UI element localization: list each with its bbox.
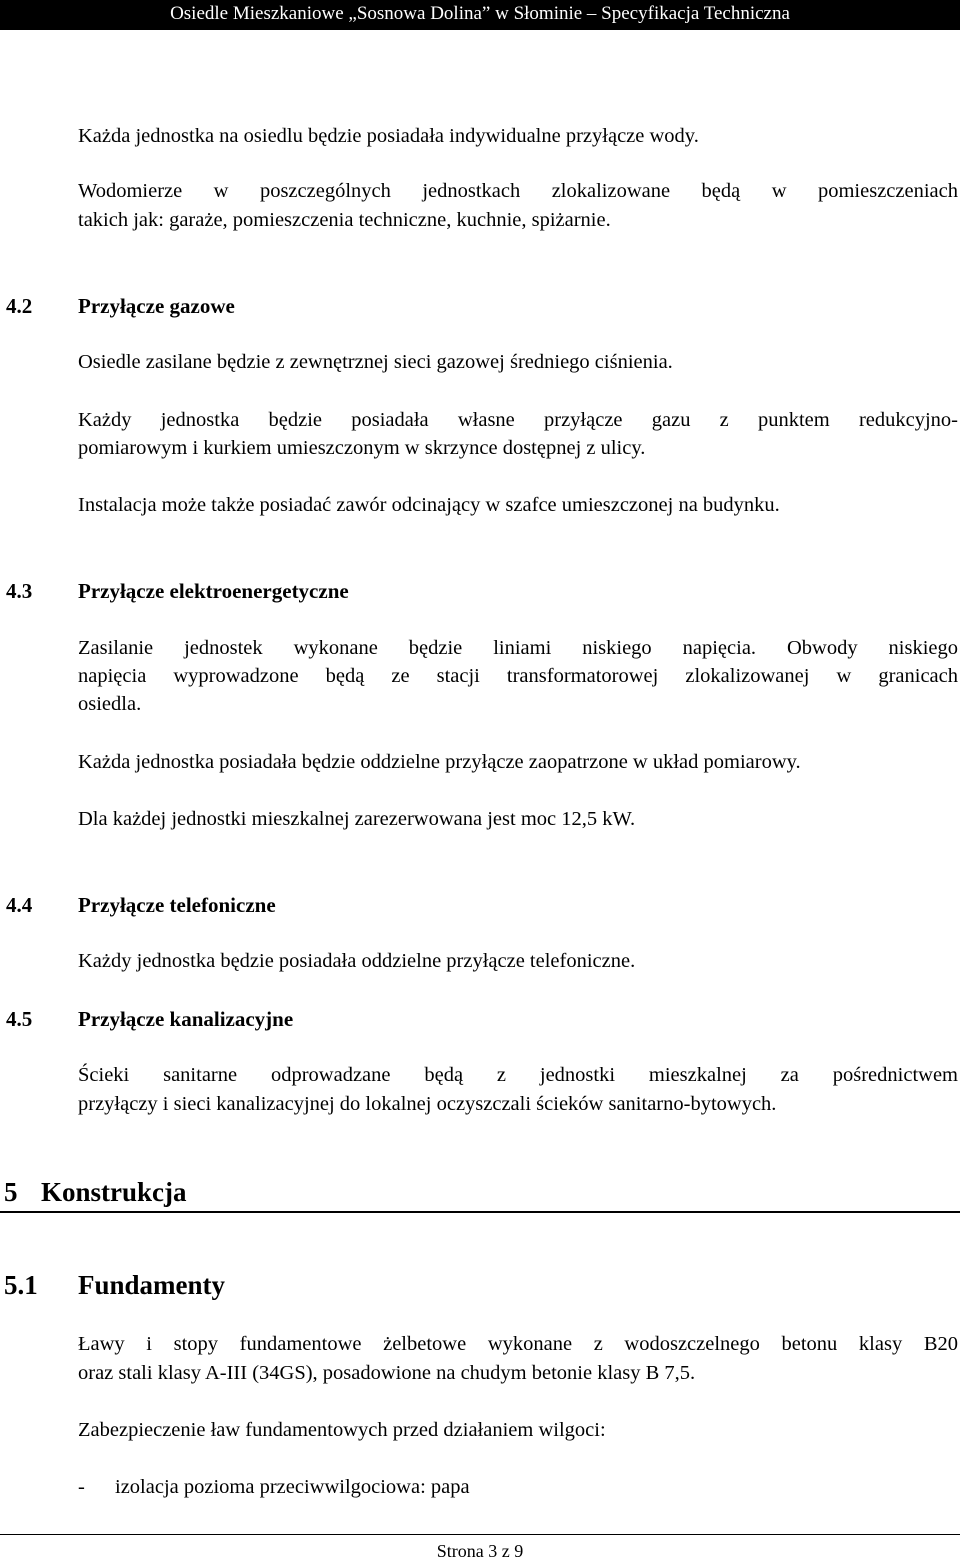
intro-paragraph-2-line-1: Wodomierze w poszczególnych jednostkach zlokalizowane będą w pomieszczeniach: [78, 180, 958, 202]
bullet-marker: -: [78, 1476, 85, 1498]
page-header: [0, 0, 960, 30]
section-4-5-paragraph-1-line-1: Ścieki sanitarne odprowadzane będą z jednostki mieszkalnej za pośrednictwem: [78, 1064, 958, 1086]
section-4-2-title: Przyłącze gazowe: [78, 294, 235, 318]
section-4-3-paragraph-1-line-2: napięcia wyprowadzone będą ze stacji transformatorowej zlokalizowanej w granicach: [78, 665, 958, 687]
section-4-3-title: Przyłącze elektroenergetyczne: [78, 579, 349, 603]
bullet-item-1: izolacja pozioma przeciwwilgociowa: papa: [115, 1476, 470, 1498]
section-4-5-title: Przyłącze kanalizacyjne: [78, 1007, 294, 1031]
section-4-3-paragraph-2: Każda jednostka posiadała będzie oddzielne przyłącze zaopatrzone w układ pomiarowy.: [78, 751, 801, 773]
footer-rule: [0, 1534, 960, 1535]
chapter-5-title: Konstrukcja: [41, 1177, 187, 1207]
section-5-1-paragraph-1-line-2: oraz stali klasy A-III (34GS), posadowione na chudym betonie klasy B 7,5.: [78, 1362, 696, 1384]
section-4-2-paragraph-3: Instalacja może także posiadać zawór odcinający w szafce umieszczonej na budynku.: [78, 494, 780, 516]
section-4-3-number: 4.3: [6, 579, 33, 603]
section-4-2-paragraph-2-line-1: Każdy jednostka będzie posiadała własne przyłącze gazu z punktem redukcyjno-: [78, 409, 958, 431]
section-5-1-paragraph-1-line-1: Ławy i stopy fundamentowe żelbetowe wykonane z wodoszczelnego betonu klasy B20: [78, 1333, 958, 1355]
section-4-5-number: 4.5: [6, 1007, 33, 1031]
header-title: Osiedle Mieszkaniowe „Sosnowa Dolina” w Słominie – Specyfikacja Techniczna: [170, 3, 790, 24]
section-4-4-number: 4.4: [6, 893, 33, 917]
section-5-1-number: 5.1: [4, 1270, 38, 1300]
section-4-2-paragraph-2-line-2: pomiarowym i kurkiem umieszczonym w skrzynce dostępnej z ulicy.: [78, 437, 646, 459]
intro-paragraph-1: Każda jednostka na osiedlu będzie posiadała indywidualne przyłącze wody.: [78, 125, 699, 147]
section-4-2-paragraph-1: Osiedle zasilane będzie z zewnętrznej sieci gazowej średniego ciśnienia.: [78, 351, 673, 373]
page-number: Strona 3 z 9: [436, 1541, 524, 1561]
section-4-3-paragraph-3: Dla każdej jednostki mieszkalnej zarezerwowana jest moc 12,5 kW.: [78, 808, 636, 830]
intro-paragraph-2-line-2: takich jak: garaże, pomieszczenia techniczne, kuchnie, spiżarnie.: [78, 209, 611, 231]
section-4-5-paragraph-1-line-2: przyłączy i sieci kanalizacyjnej do lokalnej oczyszczali ścieków sanitarno-bytowych.: [78, 1093, 777, 1115]
section-4-2-number: 4.2: [6, 294, 33, 318]
section-4-4-paragraph-1: Każdy jednostka będzie posiadała oddzielne przyłącze telefoniczne.: [78, 950, 636, 972]
section-4-4-title: Przyłącze telefoniczne: [78, 893, 276, 917]
chapter-5-number: 5: [4, 1177, 18, 1207]
section-5-1-paragraph-2: Zabezpieczenie ław fundamentowych przed działaniem wilgoci:: [78, 1419, 606, 1441]
section-5-1-title: Fundamenty: [78, 1270, 226, 1300]
section-4-3-paragraph-1-line-1: Zasilanie jednostek wykonane będzie liniami niskiego napięcia. Obwody niskiego: [78, 637, 958, 659]
section-4-3-paragraph-1-line-3: osiedla.: [78, 693, 142, 715]
chapter-5-underline: [0, 1211, 960, 1213]
